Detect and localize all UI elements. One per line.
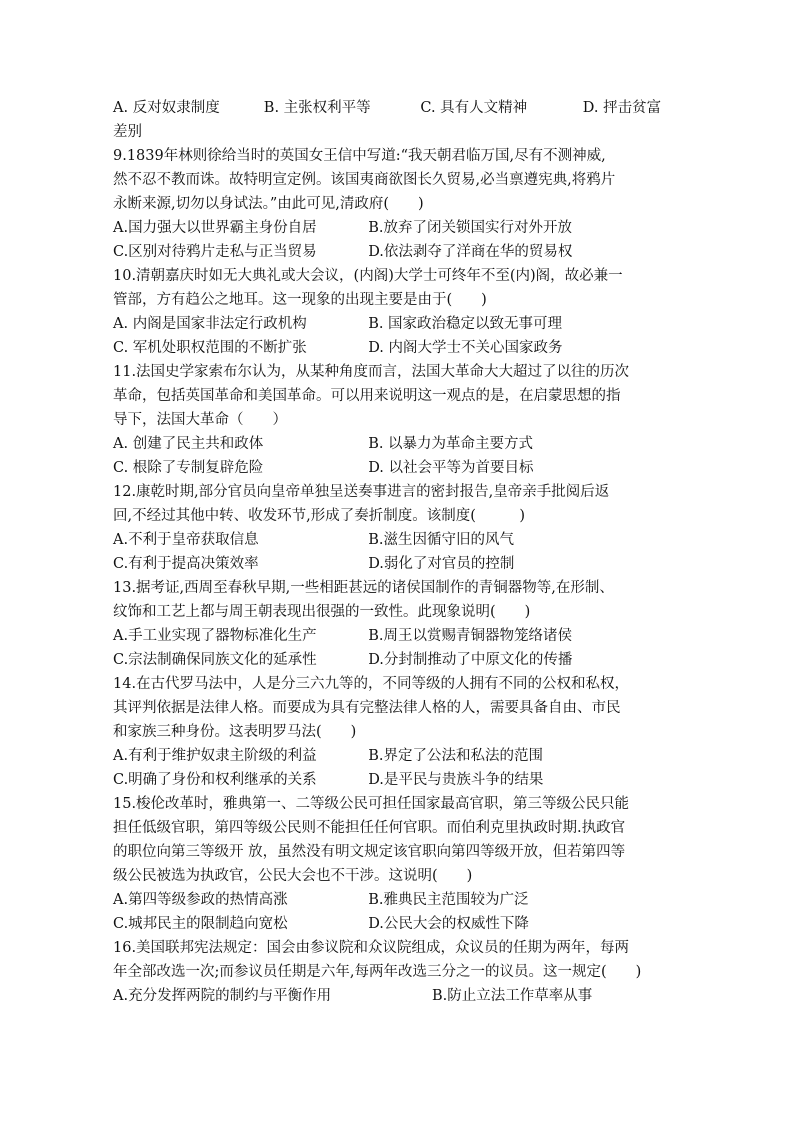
q13-option-b: B.周王以赏赐青铜器物笼络诸侯	[368, 628, 572, 644]
q12-stem-line: 回,不经过其他中转、收发环节,形成了奏折制度。该制度( )	[113, 508, 526, 524]
q12-option-d: D.弱化了对官员的控制	[368, 556, 515, 572]
q10-option-d: D. 内阁大学士不关心国家政务	[368, 340, 563, 356]
q14-option-d: D.是平民与贵族斗争的结果	[368, 772, 544, 788]
q14-options-row	[113, 744, 693, 768]
q13-option-a: A.手工业实现了器物标准化生产	[113, 628, 317, 644]
q9-stem-line: 9.1839年林则徐给当时的英国女王信中写道:“我天朝君临万国,尽有不测神威,	[113, 148, 606, 164]
q9-options-row	[113, 216, 693, 240]
q11-stem-line: 11.法国史学家索布尔认为，从某种角度而言，法国大革命大大超过了以往的历次	[113, 364, 630, 380]
q11-options-row	[113, 456, 693, 480]
q10-options-row	[113, 336, 693, 360]
question-15	[113, 792, 693, 936]
q13-stem-line: 13.据考证,西周至春秋早期,一些相距甚远的诸侯国制作的青铜器物等,在形制、	[113, 580, 614, 596]
q8-option-d: D. 抨击贫富	[582, 100, 662, 116]
q10-option-a: A. 内阁是国家非法定行政机构	[113, 316, 307, 332]
q16-stem-line: 16.美国联邦宪法规定：国会由参议院和众议院组成，众议员的任期为两年，每两	[113, 940, 630, 956]
q12-stem-line: 12.康乾时期,部分官员向皇帝单独呈送奏事进言的密封报告,皇帝亲手批阅后返	[113, 484, 610, 500]
question-16	[113, 936, 693, 1008]
q15-option-a: A.第四等级参政的热情高涨	[113, 892, 288, 908]
q15-option-c: C.城邦民主的限制趋向宽松	[113, 916, 288, 932]
q12-options-row	[113, 528, 693, 552]
q14-stem-line: 其评判依据是法律人格。而要成为具有完整法律人格的人，需要具备自由、市民	[113, 700, 621, 716]
q11-stem-line: 革命，包括英国革命和美国革命。可以用来说明这一观点的是，在启蒙思想的指	[113, 388, 621, 404]
q9-option-a: A.国力强大以世界霸主身份自居	[113, 220, 317, 236]
q15-stem-line: 级公民被选为执政官，公民大会也不干涉。这说明( )	[113, 868, 473, 884]
q15-option-d: D.公民大会的权威性下降	[368, 916, 529, 932]
q11-option-c: C. 根除了专制复辟危险	[113, 460, 264, 476]
q15-option-b: B.雅典民主范围较为广泛	[368, 892, 529, 908]
q11-option-d: D. 以社会平等为首要目标	[368, 460, 534, 476]
q13-option-d: D.分封制推动了中原文化的传播	[368, 652, 573, 668]
q15-options-row	[113, 912, 693, 936]
q8-option-d-continuation: 差别	[113, 124, 142, 140]
q9-option-d: D.依法剥夺了洋商在华的贸易权	[368, 244, 573, 260]
q10-stem-line: 10.清朝嘉庆时如无大典礼或大会议，(内阁)大学士可终年不至(内)阁，故必兼一	[113, 268, 623, 284]
q9-option-c: C.区别对待鸦片走私与正当贸易	[113, 244, 317, 260]
q12-options-row	[113, 552, 693, 576]
q9-option-b: B.放弃了闭关锁国实行对外开放	[368, 220, 572, 236]
q16-options-row	[113, 984, 693, 1008]
q14-stem-line: 和家族三种身份。这表明罗马法( )	[113, 724, 357, 740]
q13-options-row	[113, 648, 693, 672]
q8-options	[113, 96, 693, 120]
q12-option-b: B.滋生因循守旧的风气	[368, 532, 514, 548]
q10-option-b: B. 国家政治稳定以致无事可理	[368, 316, 563, 332]
question-13	[113, 576, 693, 672]
q9-options-row	[113, 240, 693, 264]
q13-options-row	[113, 624, 693, 648]
q13-option-c: C.宗法制确保同族文化的延承性	[113, 652, 317, 668]
q11-options-row	[113, 432, 693, 456]
question-12	[113, 480, 693, 576]
question-14	[113, 672, 693, 792]
q10-stem-line: 管部，方有趋公之地耳。这一现象的出现主要是由于( )	[113, 292, 487, 308]
q15-stem-line: 担任低级官职，第四等级公民则不能担任任何官职。而伯利克里执政时期.执政官	[113, 820, 626, 836]
q16-option-b: B.防止立法工作草率从事	[432, 988, 593, 1004]
question-9	[113, 144, 693, 264]
q16-option-a: A.充分发挥两院的制约与平衡作用	[113, 988, 332, 1004]
question-11	[113, 360, 693, 480]
q14-option-c: C.明确了身份和权利继承的关系	[113, 772, 317, 788]
q11-stem-line: 导下，法国大革命（ ）	[113, 412, 287, 428]
q9-stem-line: 永断来源,切勿以身试法。”由此可见,清政府( )	[113, 196, 424, 212]
q11-option-b: B. 以暴力为革命主要方式	[368, 436, 534, 452]
q14-stem-line: 14.在古代罗马法中，人是分三六九等的，不同等级的人拥有不同的公权和私权，	[113, 676, 630, 692]
question-10	[113, 264, 693, 360]
q9-stem-line: 然不忍不教而诛。故特明宣定例。该国夷商欲图长久贸易,必当禀遵宪典,将鸦片	[113, 172, 616, 188]
q10-options-row	[113, 312, 693, 336]
q14-option-b: B.界定了公法和私法的范围	[368, 748, 543, 764]
q15-stem-line: 的职位向第三等级开 放，虽然没有明文规定该官职向第四等级开放，但若第四等	[113, 844, 626, 860]
q16-stem-line: 年全部改选一次;而参议员任期是六年,每两年改选三分之一的议员。这一规定( )	[113, 964, 642, 980]
q12-option-a: A.不利于皇帝获取信息	[113, 532, 259, 548]
q8-option-b: B. 主张权利平等	[263, 100, 371, 116]
q14-options-row	[113, 768, 693, 792]
exam-page	[113, 96, 693, 1008]
q10-option-c: C. 军机处职权范围的不断扩张	[113, 340, 307, 356]
q11-option-a: A. 创建了民主共和政体	[113, 436, 264, 452]
q12-option-c: C.有利于提高决策效率	[113, 556, 259, 572]
q13-stem-line: 纹饰和工艺上都与周王朝表现出很强的一致性。此现象说明( )	[113, 604, 531, 620]
q8-option-c: C. 具有人文精神	[420, 100, 528, 116]
q15-stem-line: 15.梭伦改革时，雅典第一、二等级公民可担任国家最高官职，第三等级公民只能	[113, 796, 630, 812]
q15-options-row	[113, 888, 693, 912]
q8-option-a: A. 反对奴隶制度	[113, 100, 220, 116]
q14-option-a: A.有利于维护奴隶主阶级的利益	[113, 748, 317, 764]
